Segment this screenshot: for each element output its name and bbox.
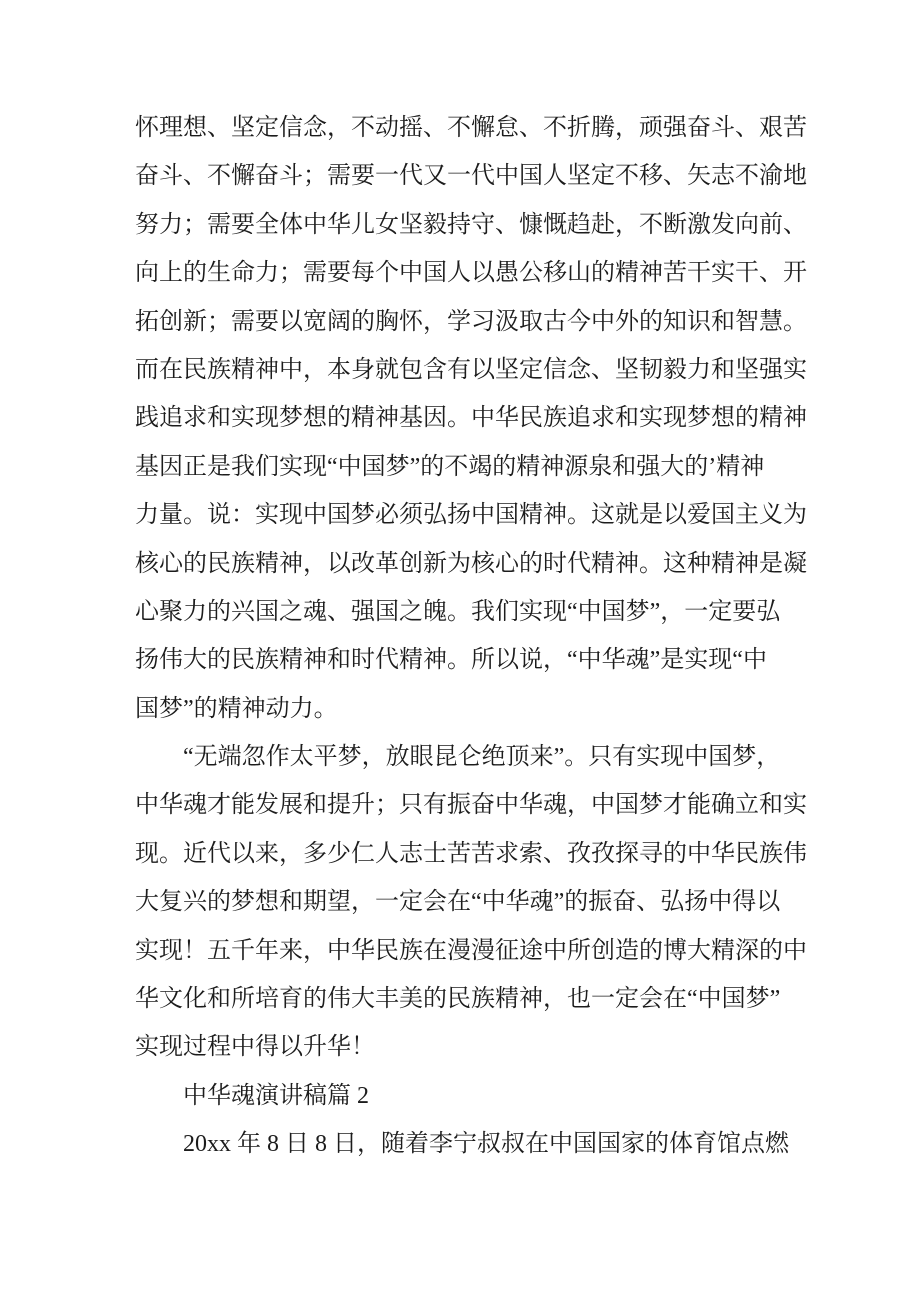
quote-paragraph-start-line: “无端忽作太平梦，放眼昆仑绝顶来”。只有实现中国梦， xyxy=(135,744,781,771)
paragraph-end-line: 国梦”的精神动力。 xyxy=(135,695,338,722)
text-line: 奋斗、不懈奋斗；需要一代又一代中国人坚定不移、矢志不渝地 xyxy=(135,163,807,190)
text-line: 20xx 年 8 日 8 日，随着李宁叔叔在中国国家的体育馆点燃 xyxy=(135,1131,789,1158)
text-line: 大复兴的梦想和期望，一定会在“中华魂”的振奋、弘扬中得以 xyxy=(135,889,781,916)
text-line: 华文化和所培育的伟大丰美的民族精神，也一定会在“中国梦” xyxy=(135,986,781,1013)
text-line: 拓创新；需要以宽阔的胸怀，学习汲取古今中外的知识和智慧。 xyxy=(135,308,807,335)
text-line: 现。近代以来，多少仁人志士苦苦求索、孜孜探寻的中华民族伟 xyxy=(135,840,807,867)
text-line: 力量。说：实现中国梦必须弘扬中国精神。这就是以爱国主义为 xyxy=(135,502,807,529)
text-line: 实现！五千年来，中华民族在漫漫征途中所创造的博大精深的中 xyxy=(135,937,807,964)
text-line: 践追求和实现梦想的精神基因。中华民族追求和实现梦想的精神 xyxy=(135,405,807,432)
section-heading: 中华魂演讲稿篇 2 xyxy=(135,1082,369,1109)
text-line: 努力；需要全体中华儿女坚毅持守、慷慨趋赴，不断激发向前、 xyxy=(135,211,807,238)
text-line: 中华魂才能发展和提升；只有振奋中华魂，中国梦才能确立和实 xyxy=(135,792,807,819)
text-line: 而在民族精神中，本身就包含有以坚定信念、坚韧毅力和坚强实 xyxy=(135,356,807,383)
text-line: 扬伟大的民族精神和时代精神。所以说，“中华魂”是实现“中 xyxy=(135,647,767,674)
text-line: 基因正是我们实现“中国梦”的不竭的精神源泉和强大的’精神 xyxy=(135,453,765,480)
text-line: 核心的民族精神，以改革创新为核心的时代精神。这种精神是凝 xyxy=(135,550,807,577)
text-line: 心聚力的兴国之魂、强国之魄。我们实现“中国梦”，一定要弘 xyxy=(135,598,781,625)
text-line: 怀理想、坚定信念，不动摇、不懈怠、不折腾，顽强奋斗、艰苦 xyxy=(135,115,807,141)
document-text-block xyxy=(135,104,811,1169)
paragraph-end-line: 实现过程中得以升华！ xyxy=(135,1034,375,1061)
text-line: 向上的生命力；需要每个中国人以愚公移山的精神苦干实干、开 xyxy=(135,260,807,287)
